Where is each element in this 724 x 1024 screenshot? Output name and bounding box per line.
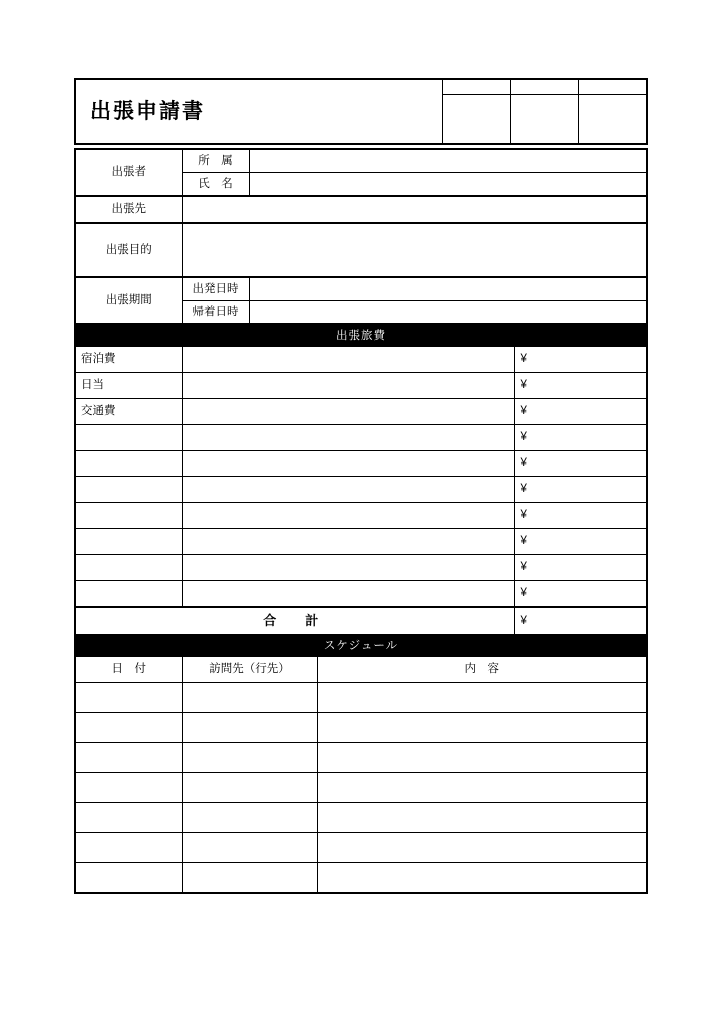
expense-note-5[interactable] bbox=[182, 477, 514, 503]
table-row bbox=[75, 529, 647, 555]
stamp-box-2[interactable] bbox=[510, 95, 578, 145]
expense-note-7[interactable] bbox=[182, 529, 514, 555]
expense-amount-0[interactable] bbox=[514, 347, 647, 373]
schedule-date-0[interactable] bbox=[75, 683, 182, 713]
expense-amount-3[interactable] bbox=[514, 425, 647, 451]
schedule-destination-3[interactable] bbox=[182, 773, 317, 803]
table-row bbox=[75, 477, 647, 503]
schedule-content-6[interactable] bbox=[317, 863, 647, 894]
expense-band-row bbox=[75, 326, 647, 347]
affiliation-row bbox=[75, 149, 647, 173]
schedule-date-1[interactable] bbox=[75, 713, 182, 743]
expense-note-4[interactable] bbox=[182, 451, 514, 477]
schedule-header-row bbox=[75, 657, 647, 683]
name-input[interactable] bbox=[249, 173, 647, 197]
table-row bbox=[75, 425, 647, 451]
expense-label-7[interactable] bbox=[75, 529, 182, 555]
expense-note-6[interactable] bbox=[182, 503, 514, 529]
expense-note-1[interactable] bbox=[182, 373, 514, 399]
affiliation-input[interactable] bbox=[249, 149, 647, 173]
schedule-band-label: スケジュール bbox=[75, 636, 647, 657]
expense-label-2: 交通費 bbox=[75, 399, 182, 425]
schedule-date-3[interactable] bbox=[75, 773, 182, 803]
name-label: 氏 名 bbox=[182, 173, 249, 197]
schedule-destination-2[interactable] bbox=[182, 743, 317, 773]
stamp-box-3[interactable] bbox=[578, 95, 647, 145]
yen-symbol: ¥ bbox=[520, 483, 527, 496]
return-label: 帰着日時 bbox=[182, 301, 249, 325]
expense-amount-9[interactable] bbox=[514, 581, 647, 608]
expense-table bbox=[74, 325, 648, 635]
schedule-destination-0[interactable] bbox=[182, 683, 317, 713]
expense-note-0[interactable] bbox=[182, 347, 514, 373]
expense-amount-7[interactable] bbox=[514, 529, 647, 555]
table-row bbox=[75, 399, 647, 425]
schedule-date-6[interactable] bbox=[75, 863, 182, 894]
yen-symbol: ¥ bbox=[520, 353, 527, 366]
table-row bbox=[75, 373, 647, 399]
table-row bbox=[75, 773, 647, 803]
table-row bbox=[75, 683, 647, 713]
purpose-label: 出張目的 bbox=[75, 223, 182, 277]
traveler-label: 出張者 bbox=[75, 149, 182, 196]
return-input[interactable] bbox=[249, 301, 647, 325]
expense-label-3[interactable] bbox=[75, 425, 182, 451]
departure-label: 出発日時 bbox=[182, 277, 249, 301]
schedule-band-row bbox=[75, 636, 647, 657]
period-label: 出張期間 bbox=[75, 277, 182, 324]
schedule-content-5[interactable] bbox=[317, 833, 647, 863]
expense-amount-4[interactable] bbox=[514, 451, 647, 477]
yen-symbol: ¥ bbox=[520, 587, 527, 600]
yen-symbol: ¥ bbox=[520, 535, 527, 548]
destination-row bbox=[75, 196, 647, 223]
yen-symbol: ¥ bbox=[520, 614, 527, 627]
table-row bbox=[75, 833, 647, 863]
schedule-column-content: 内 容 bbox=[317, 657, 647, 683]
schedule-destination-6[interactable] bbox=[182, 863, 317, 894]
expense-amount-2[interactable] bbox=[514, 399, 647, 425]
expense-note-3[interactable] bbox=[182, 425, 514, 451]
schedule-date-2[interactable] bbox=[75, 743, 182, 773]
table-row bbox=[75, 713, 647, 743]
expense-label-4[interactable] bbox=[75, 451, 182, 477]
expense-label-8[interactable] bbox=[75, 555, 182, 581]
table-row bbox=[75, 555, 647, 581]
schedule-destination-5[interactable] bbox=[182, 833, 317, 863]
title-and-stamps-table bbox=[74, 78, 648, 145]
schedule-content-1[interactable] bbox=[317, 713, 647, 743]
form-table-wrapper bbox=[74, 78, 646, 894]
schedule-content-4[interactable] bbox=[317, 803, 647, 833]
total-row bbox=[75, 607, 647, 635]
schedule-date-4[interactable] bbox=[75, 803, 182, 833]
table-row bbox=[75, 863, 647, 894]
expense-amount-6[interactable] bbox=[514, 503, 647, 529]
yen-symbol: ¥ bbox=[520, 405, 527, 418]
stamp-box-3-title[interactable] bbox=[578, 79, 647, 95]
stamp-box-1[interactable] bbox=[442, 95, 510, 145]
expense-label-9[interactable] bbox=[75, 581, 182, 608]
schedule-column-destination: 訪問先（行先） bbox=[182, 657, 317, 683]
expense-note-2[interactable] bbox=[182, 399, 514, 425]
schedule-content-0[interactable] bbox=[317, 683, 647, 713]
expense-label-6[interactable] bbox=[75, 503, 182, 529]
schedule-table bbox=[74, 635, 648, 894]
yen-symbol: ¥ bbox=[520, 509, 527, 522]
expense-label-0: 宿泊費 bbox=[75, 347, 182, 373]
departure-row bbox=[75, 277, 647, 301]
stamp-box-2-title[interactable] bbox=[510, 79, 578, 95]
schedule-content-3[interactable] bbox=[317, 773, 647, 803]
yen-symbol: ¥ bbox=[520, 431, 527, 444]
expense-amount-5[interactable] bbox=[514, 477, 647, 503]
schedule-content-2[interactable] bbox=[317, 743, 647, 773]
expense-label-1: 日当 bbox=[75, 373, 182, 399]
yen-symbol: ¥ bbox=[520, 561, 527, 574]
purpose-input[interactable] bbox=[182, 223, 647, 277]
affiliation-label: 所 属 bbox=[182, 149, 249, 173]
destination-input[interactable] bbox=[182, 196, 647, 223]
table-row bbox=[75, 347, 647, 373]
destination-label: 出張先 bbox=[75, 196, 182, 223]
expense-amount-1[interactable] bbox=[514, 373, 647, 399]
expense-note-9[interactable] bbox=[182, 581, 514, 608]
expense-note-8[interactable] bbox=[182, 555, 514, 581]
expense-label-5[interactable] bbox=[75, 477, 182, 503]
stamp-box-1-title[interactable] bbox=[442, 79, 510, 95]
schedule-column-date: 日 付 bbox=[75, 657, 182, 683]
table-row bbox=[75, 803, 647, 833]
schedule-date-5[interactable] bbox=[75, 833, 182, 863]
expense-band-label: 出張旅費 bbox=[75, 326, 647, 347]
stamp-title-row bbox=[75, 79, 647, 95]
table-row bbox=[75, 581, 647, 608]
departure-input[interactable] bbox=[249, 277, 647, 301]
yen-symbol: ¥ bbox=[520, 457, 527, 470]
yen-symbol: ¥ bbox=[520, 379, 527, 392]
table-row bbox=[75, 503, 647, 529]
traveler-info-table bbox=[74, 148, 648, 325]
page-title: 出張申請書 bbox=[75, 79, 442, 144]
schedule-destination-4[interactable] bbox=[182, 803, 317, 833]
table-row bbox=[75, 451, 647, 477]
schedule-destination-1[interactable] bbox=[182, 713, 317, 743]
total-amount[interactable] bbox=[514, 607, 647, 635]
total-label: 合 計 bbox=[75, 607, 514, 635]
table-row bbox=[75, 743, 647, 773]
purpose-row bbox=[75, 223, 647, 277]
expense-amount-8[interactable] bbox=[514, 555, 647, 581]
